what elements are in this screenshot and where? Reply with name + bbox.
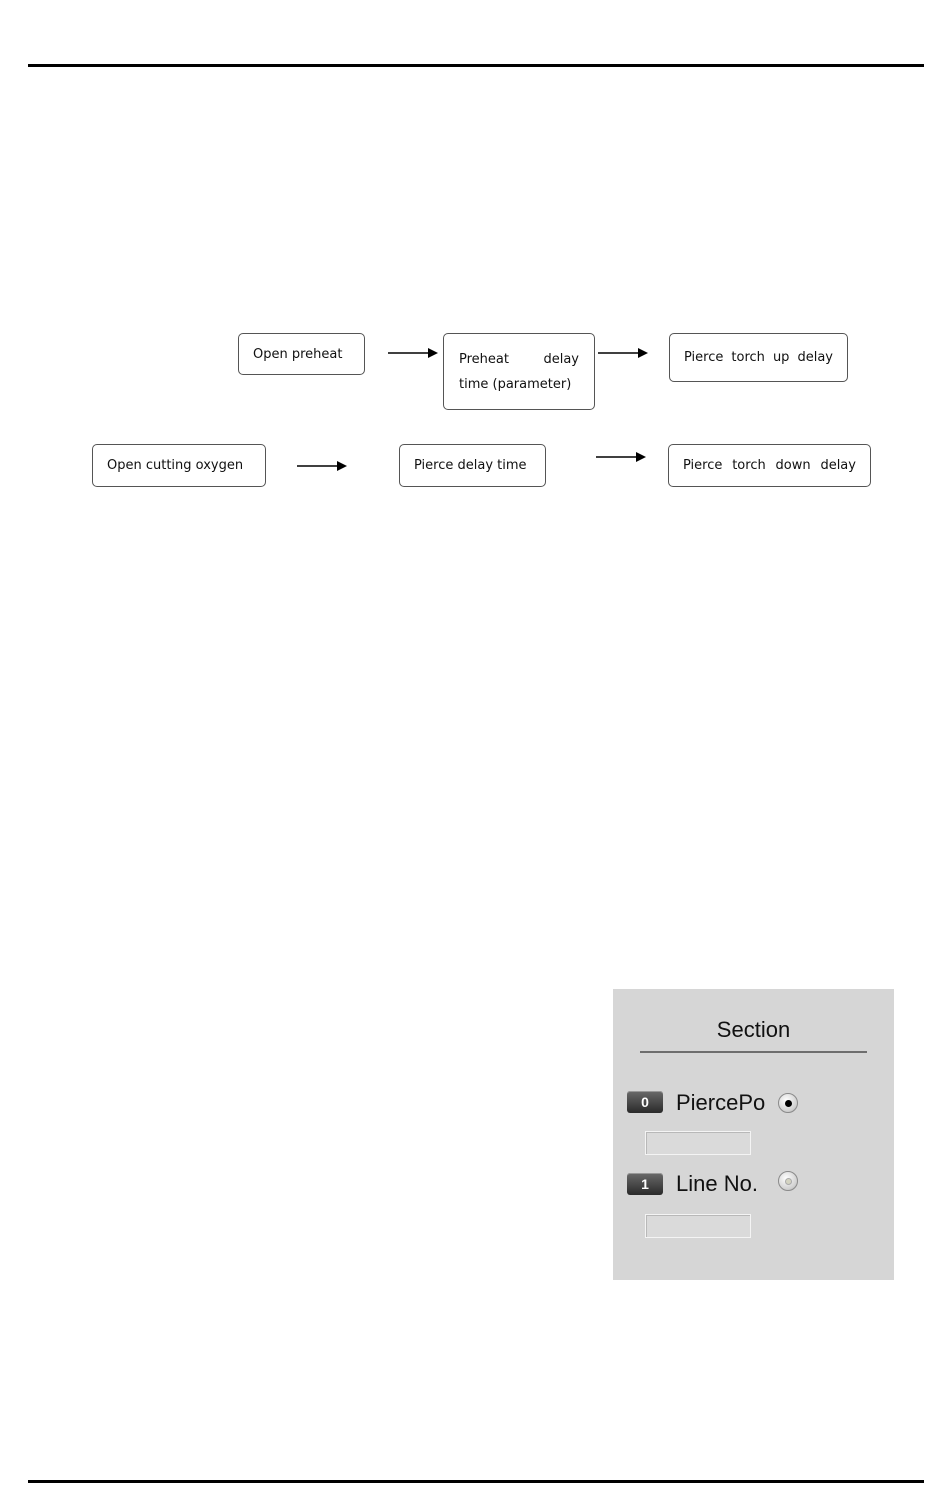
arrow-right-icon: [598, 346, 650, 360]
step-open-preheat: Open preheat: [238, 333, 365, 375]
piercepo-label: PiercePo: [676, 1090, 766, 1115]
section-divider: [640, 1051, 867, 1053]
step-open-cutting-oxygen: Open cutting oxygen: [92, 444, 266, 487]
section-panel: [613, 989, 894, 1280]
section-title: Section: [716, 1017, 791, 1042]
step-pierce-torch-down-delay: Pierce torch down delay: [668, 444, 871, 487]
arrow-right-icon: [596, 450, 648, 464]
arrow-right-icon: [297, 459, 349, 473]
arrow-right-icon: [388, 346, 440, 360]
step-pierce-torch-up-delay: Pierce torch up delay: [669, 333, 848, 382]
footer-rule: [28, 1480, 924, 1483]
header-rule: [28, 64, 924, 67]
step-pierce-delay-time: Pierce delay time: [399, 444, 546, 487]
key-0-badge[interactable]: 0: [627, 1091, 663, 1113]
piercepo-field[interactable]: [645, 1131, 751, 1155]
line-no-label: Line No.: [676, 1171, 758, 1196]
line-no-radio[interactable]: [778, 1171, 798, 1191]
piercepo-radio[interactable]: [778, 1093, 798, 1113]
line-no-field[interactable]: [645, 1214, 751, 1238]
step-preheat-delay-time: Preheat delay time (parameter): [443, 333, 595, 410]
key-1-badge[interactable]: 1: [627, 1173, 663, 1195]
